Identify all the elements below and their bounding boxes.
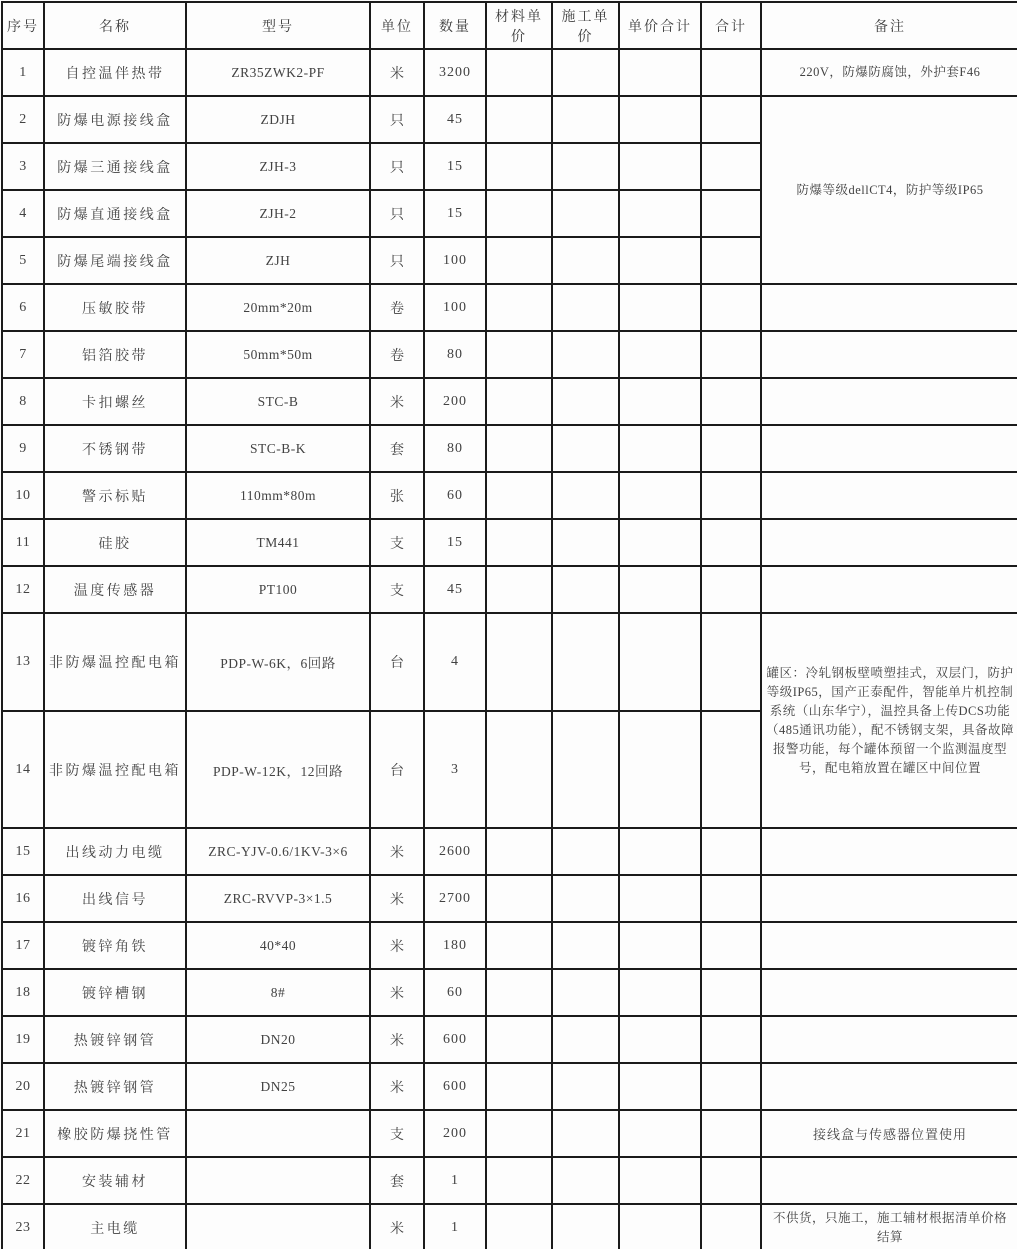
cell-model: 20mm*20m: [186, 284, 370, 331]
table-row: [2, 1157, 1017, 1204]
cell-model: PT100: [186, 566, 370, 613]
cell-model: ZJH: [186, 237, 370, 284]
cell-remark: [761, 1063, 1017, 1110]
cell-unit: 米: [370, 1063, 424, 1110]
cell-material-price: [486, 472, 552, 519]
cell-name: 出线动力电缆: [44, 828, 186, 875]
cell-total: [701, 378, 761, 425]
cell-no: 15: [2, 828, 44, 875]
cell-unit-price-total: [619, 143, 701, 190]
cell-remark: 罐区：冷轧钢板壁喷塑挂式，双层门，防护等级IP65，国产正泰配件，智能单片机控制系统（山东华宁），温控具备上传DCS功能（485通讯功能），配不锈钢支架，具备故障报警功能，每个罐体预留一个监测温度型号，配电箱放置在罐区中间位置: [761, 613, 1017, 828]
cell-material-price: [486, 1204, 552, 1249]
table-row: [2, 1063, 1017, 1110]
table-row: [2, 922, 1017, 969]
column-header-unit: 单位: [370, 2, 424, 49]
cell-construction-price: [552, 190, 619, 237]
cell-construction-price: [552, 331, 619, 378]
cell-construction-price: [552, 284, 619, 331]
cell-material-price: [486, 49, 552, 96]
cell-unit: 套: [370, 1157, 424, 1204]
cell-remark: [761, 828, 1017, 875]
cell-unit-price-total: [619, 237, 701, 284]
cell-remark: [761, 969, 1017, 1016]
cell-total: [701, 284, 761, 331]
cell-total: [701, 1016, 761, 1063]
cell-name: 非防爆温控配电箱: [44, 711, 186, 828]
cell-total: [701, 828, 761, 875]
cell-name: 防爆电源接线盒: [44, 96, 186, 143]
column-header-model: 型号: [186, 2, 370, 49]
cell-unit-price-total: [619, 1204, 701, 1249]
cell-model: TM441: [186, 519, 370, 566]
cell-total: [701, 519, 761, 566]
cell-total: [701, 969, 761, 1016]
cell-unit-price-total: [619, 284, 701, 331]
cell-material-price: [486, 190, 552, 237]
cell-qty: 80: [424, 331, 486, 378]
cell-material-price: [486, 1110, 552, 1157]
cell-no: 17: [2, 922, 44, 969]
cell-total: [701, 472, 761, 519]
cell-name: 主电缆: [44, 1204, 186, 1249]
cell-unit: 米: [370, 1204, 424, 1249]
cell-total: [701, 49, 761, 96]
cell-total: [701, 1157, 761, 1204]
cell-material-price: [486, 875, 552, 922]
cell-qty: 200: [424, 1110, 486, 1157]
cell-model: [186, 1110, 370, 1157]
cell-model: ZDJH: [186, 96, 370, 143]
cell-no: 12: [2, 566, 44, 613]
cell-construction-price: [552, 378, 619, 425]
cell-no: 9: [2, 425, 44, 472]
cell-qty: 3: [424, 711, 486, 828]
table-row: [2, 284, 1017, 331]
cell-unit: 卷: [370, 284, 424, 331]
column-header-remark: 备注: [761, 2, 1017, 49]
cell-unit-price-total: [619, 49, 701, 96]
cell-unit: 只: [370, 190, 424, 237]
cell-qty: 3200: [424, 49, 486, 96]
cell-unit: 支: [370, 519, 424, 566]
table-row: [2, 969, 1017, 1016]
cell-no: 8: [2, 378, 44, 425]
cell-name: 温度传感器: [44, 566, 186, 613]
cell-material-price: [486, 1016, 552, 1063]
header-row: [2, 2, 1017, 49]
cell-material-price: [486, 284, 552, 331]
cell-remark: [761, 378, 1017, 425]
cell-qty: 1: [424, 1204, 486, 1249]
cell-name: 镀锌槽钢: [44, 969, 186, 1016]
cell-construction-price: [552, 969, 619, 1016]
cell-unit: 支: [370, 1110, 424, 1157]
cell-unit: 支: [370, 566, 424, 613]
cell-total: [701, 566, 761, 613]
cell-remark: [761, 922, 1017, 969]
cell-construction-price: [552, 922, 619, 969]
cell-unit-price-total: [619, 190, 701, 237]
cell-construction-price: [552, 519, 619, 566]
cell-unit-price-total: [619, 1063, 701, 1110]
cell-material-price: [486, 922, 552, 969]
table-header: [2, 2, 1017, 49]
table-row: [2, 519, 1017, 566]
cell-model: STC-B: [186, 378, 370, 425]
table-row: [2, 828, 1017, 875]
cell-name: 铝箔胶带: [44, 331, 186, 378]
cell-no: 22: [2, 1157, 44, 1204]
cell-no: 23: [2, 1204, 44, 1249]
cell-construction-price: [552, 1204, 619, 1249]
cell-model: ZR35ZWK2-PF: [186, 49, 370, 96]
cell-construction-price: [552, 566, 619, 613]
cell-construction-price: [552, 237, 619, 284]
cell-model: ZRC-YJV-0.6/1KV-3×6: [186, 828, 370, 875]
cell-model: [186, 1157, 370, 1204]
cell-no: 4: [2, 190, 44, 237]
cell-material-price: [486, 519, 552, 566]
cell-name: 硅胶: [44, 519, 186, 566]
cell-unit-price-total: [619, 378, 701, 425]
table-row: [2, 331, 1017, 378]
cell-no: 6: [2, 284, 44, 331]
cell-unit-price-total: [619, 519, 701, 566]
cell-name: 压敏胶带: [44, 284, 186, 331]
cell-name: 热镀锌钢管: [44, 1016, 186, 1063]
cell-qty: 100: [424, 284, 486, 331]
table-row: [2, 96, 1017, 143]
cell-no: 1: [2, 49, 44, 96]
cell-unit: 米: [370, 49, 424, 96]
cell-name: 警示标贴: [44, 472, 186, 519]
table-row: [2, 613, 1017, 711]
table-row: [2, 1110, 1017, 1157]
cell-qty: 45: [424, 96, 486, 143]
cell-qty: 180: [424, 922, 486, 969]
cell-no: 18: [2, 969, 44, 1016]
cell-model: 8#: [186, 969, 370, 1016]
cell-construction-price: [552, 49, 619, 96]
cell-name: 防爆直通接线盒: [44, 190, 186, 237]
cell-material-price: [486, 96, 552, 143]
cell-unit: 台: [370, 613, 424, 711]
table-row: [2, 425, 1017, 472]
table-row: [2, 566, 1017, 613]
column-header-name: 名称: [44, 2, 186, 49]
cell-total: [701, 613, 761, 711]
cell-unit: 只: [370, 96, 424, 143]
cell-total: [701, 1204, 761, 1249]
cell-name: 防爆三通接线盒: [44, 143, 186, 190]
cell-unit-price-total: [619, 969, 701, 1016]
cell-remark: 不供货，只施工，施工辅材根据清单价格结算: [761, 1204, 1017, 1249]
cell-unit: 只: [370, 143, 424, 190]
cell-total: [701, 711, 761, 828]
column-header-total: 合计: [701, 2, 761, 49]
cell-model: [186, 1204, 370, 1249]
cell-qty: 80: [424, 425, 486, 472]
cell-material-price: [486, 613, 552, 711]
cell-name: 安装辅材: [44, 1157, 186, 1204]
cell-unit: 只: [370, 237, 424, 284]
cell-unit-price-total: [619, 875, 701, 922]
cell-unit: 台: [370, 711, 424, 828]
cell-construction-price: [552, 472, 619, 519]
cell-unit-price-total: [619, 1016, 701, 1063]
cell-remark: [761, 875, 1017, 922]
cell-unit-price-total: [619, 922, 701, 969]
cell-material-price: [486, 425, 552, 472]
cell-material-price: [486, 1063, 552, 1110]
cell-unit: 卷: [370, 331, 424, 378]
cell-name: 镀锌角铁: [44, 922, 186, 969]
cell-total: [701, 190, 761, 237]
cell-material-price: [486, 143, 552, 190]
cell-unit: 米: [370, 378, 424, 425]
cell-name: 出线信号: [44, 875, 186, 922]
cell-unit: 米: [370, 828, 424, 875]
cell-construction-price: [552, 96, 619, 143]
cell-construction-price: [552, 1016, 619, 1063]
cell-qty: 15: [424, 519, 486, 566]
cell-name: 非防爆温控配电箱: [44, 613, 186, 711]
cell-remark: [761, 425, 1017, 472]
table-row: [2, 472, 1017, 519]
cell-model: DN20: [186, 1016, 370, 1063]
cell-model: 40*40: [186, 922, 370, 969]
cell-unit: 米: [370, 922, 424, 969]
cell-name: 卡扣螺丝: [44, 378, 186, 425]
cell-remark: [761, 566, 1017, 613]
column-header-qty: 数量: [424, 2, 486, 49]
cell-name: 防爆尾端接线盒: [44, 237, 186, 284]
cell-total: [701, 875, 761, 922]
cell-unit-price-total: [619, 711, 701, 828]
table-row: [2, 1016, 1017, 1063]
cell-name: 橡胶防爆挠性管: [44, 1110, 186, 1157]
cell-unit: 套: [370, 425, 424, 472]
cell-unit: 张: [370, 472, 424, 519]
cell-model: PDP-W-12K，12回路: [186, 711, 370, 828]
cell-total: [701, 1110, 761, 1157]
cell-name: 热镀锌钢管: [44, 1063, 186, 1110]
cell-qty: 100: [424, 237, 486, 284]
cell-name: 自控温伴热带: [44, 49, 186, 96]
column-header-material-price: 材料单价: [486, 2, 552, 49]
cell-no: 21: [2, 1110, 44, 1157]
cell-material-price: [486, 331, 552, 378]
cell-unit-price-total: [619, 566, 701, 613]
cell-qty: 15: [424, 190, 486, 237]
cell-qty: 15: [424, 143, 486, 190]
table-row: [2, 49, 1017, 96]
cell-construction-price: [552, 425, 619, 472]
cell-material-price: [486, 237, 552, 284]
cell-qty: 600: [424, 1016, 486, 1063]
cell-no: 7: [2, 331, 44, 378]
cell-unit: 米: [370, 969, 424, 1016]
cell-no: 3: [2, 143, 44, 190]
cell-construction-price: [552, 613, 619, 711]
cell-unit-price-total: [619, 96, 701, 143]
cell-model: STC-B-K: [186, 425, 370, 472]
cell-total: [701, 237, 761, 284]
cell-qty: 45: [424, 566, 486, 613]
cell-no: 5: [2, 237, 44, 284]
cell-model: ZRC-RVVP-3×1.5: [186, 875, 370, 922]
cell-no: 19: [2, 1016, 44, 1063]
cell-qty: 200: [424, 378, 486, 425]
cell-unit-price-total: [619, 613, 701, 711]
cell-total: [701, 922, 761, 969]
cell-remark: [761, 1016, 1017, 1063]
cell-remark: 接线盒与传感器位置使用: [761, 1110, 1017, 1157]
bom-table: [1, 1, 1017, 1249]
cell-construction-price: [552, 711, 619, 828]
cell-model: ZJH-2: [186, 190, 370, 237]
cell-remark: [761, 519, 1017, 566]
cell-qty: 600: [424, 1063, 486, 1110]
cell-unit-price-total: [619, 331, 701, 378]
cell-no: 20: [2, 1063, 44, 1110]
cell-no: 13: [2, 613, 44, 711]
cell-model: DN25: [186, 1063, 370, 1110]
cell-qty: 60: [424, 472, 486, 519]
cell-unit-price-total: [619, 1157, 701, 1204]
cell-qty: 4: [424, 613, 486, 711]
cell-remark: [761, 331, 1017, 378]
cell-unit: 米: [370, 875, 424, 922]
cell-construction-price: [552, 1157, 619, 1204]
table-row: [2, 1204, 1017, 1249]
cell-remark: [761, 284, 1017, 331]
cell-remark: [761, 472, 1017, 519]
cell-name: 不锈钢带: [44, 425, 186, 472]
cell-unit-price-total: [619, 828, 701, 875]
cell-construction-price: [552, 1110, 619, 1157]
cell-no: 10: [2, 472, 44, 519]
cell-total: [701, 1063, 761, 1110]
cell-total: [701, 143, 761, 190]
cell-construction-price: [552, 828, 619, 875]
cell-total: [701, 331, 761, 378]
cell-qty: 60: [424, 969, 486, 1016]
cell-material-price: [486, 566, 552, 613]
cell-material-price: [486, 378, 552, 425]
cell-total: [701, 96, 761, 143]
cell-unit: 米: [370, 1016, 424, 1063]
column-header-unit-price-total: 单价合计: [619, 2, 701, 49]
cell-remark: 220V，防爆防腐蚀，外护套F46: [761, 49, 1017, 96]
cell-unit-price-total: [619, 425, 701, 472]
cell-construction-price: [552, 875, 619, 922]
cell-material-price: [486, 828, 552, 875]
cell-construction-price: [552, 143, 619, 190]
cell-total: [701, 425, 761, 472]
cell-remark: 防爆等级dellCT4，防护等级IP65: [761, 96, 1017, 284]
column-header-no: 序号: [2, 2, 44, 49]
cell-no: 11: [2, 519, 44, 566]
column-header-construction-price: 施工单价: [552, 2, 619, 49]
cell-remark: [761, 1157, 1017, 1204]
table-row: [2, 875, 1017, 922]
cell-qty: 1: [424, 1157, 486, 1204]
cell-model: PDP-W-6K，6回路: [186, 613, 370, 711]
cell-unit-price-total: [619, 1110, 701, 1157]
cell-no: 16: [2, 875, 44, 922]
cell-model: 110mm*80m: [186, 472, 370, 519]
cell-construction-price: [552, 1063, 619, 1110]
cell-qty: 2600: [424, 828, 486, 875]
cell-material-price: [486, 1157, 552, 1204]
cell-material-price: [486, 711, 552, 828]
cell-material-price: [486, 969, 552, 1016]
table-body: [2, 49, 1017, 1249]
cell-no: 2: [2, 96, 44, 143]
table-row: [2, 378, 1017, 425]
cell-qty: 2700: [424, 875, 486, 922]
cell-model: 50mm*50m: [186, 331, 370, 378]
cell-unit-price-total: [619, 472, 701, 519]
cell-model: ZJH-3: [186, 143, 370, 190]
cell-no: 14: [2, 711, 44, 828]
